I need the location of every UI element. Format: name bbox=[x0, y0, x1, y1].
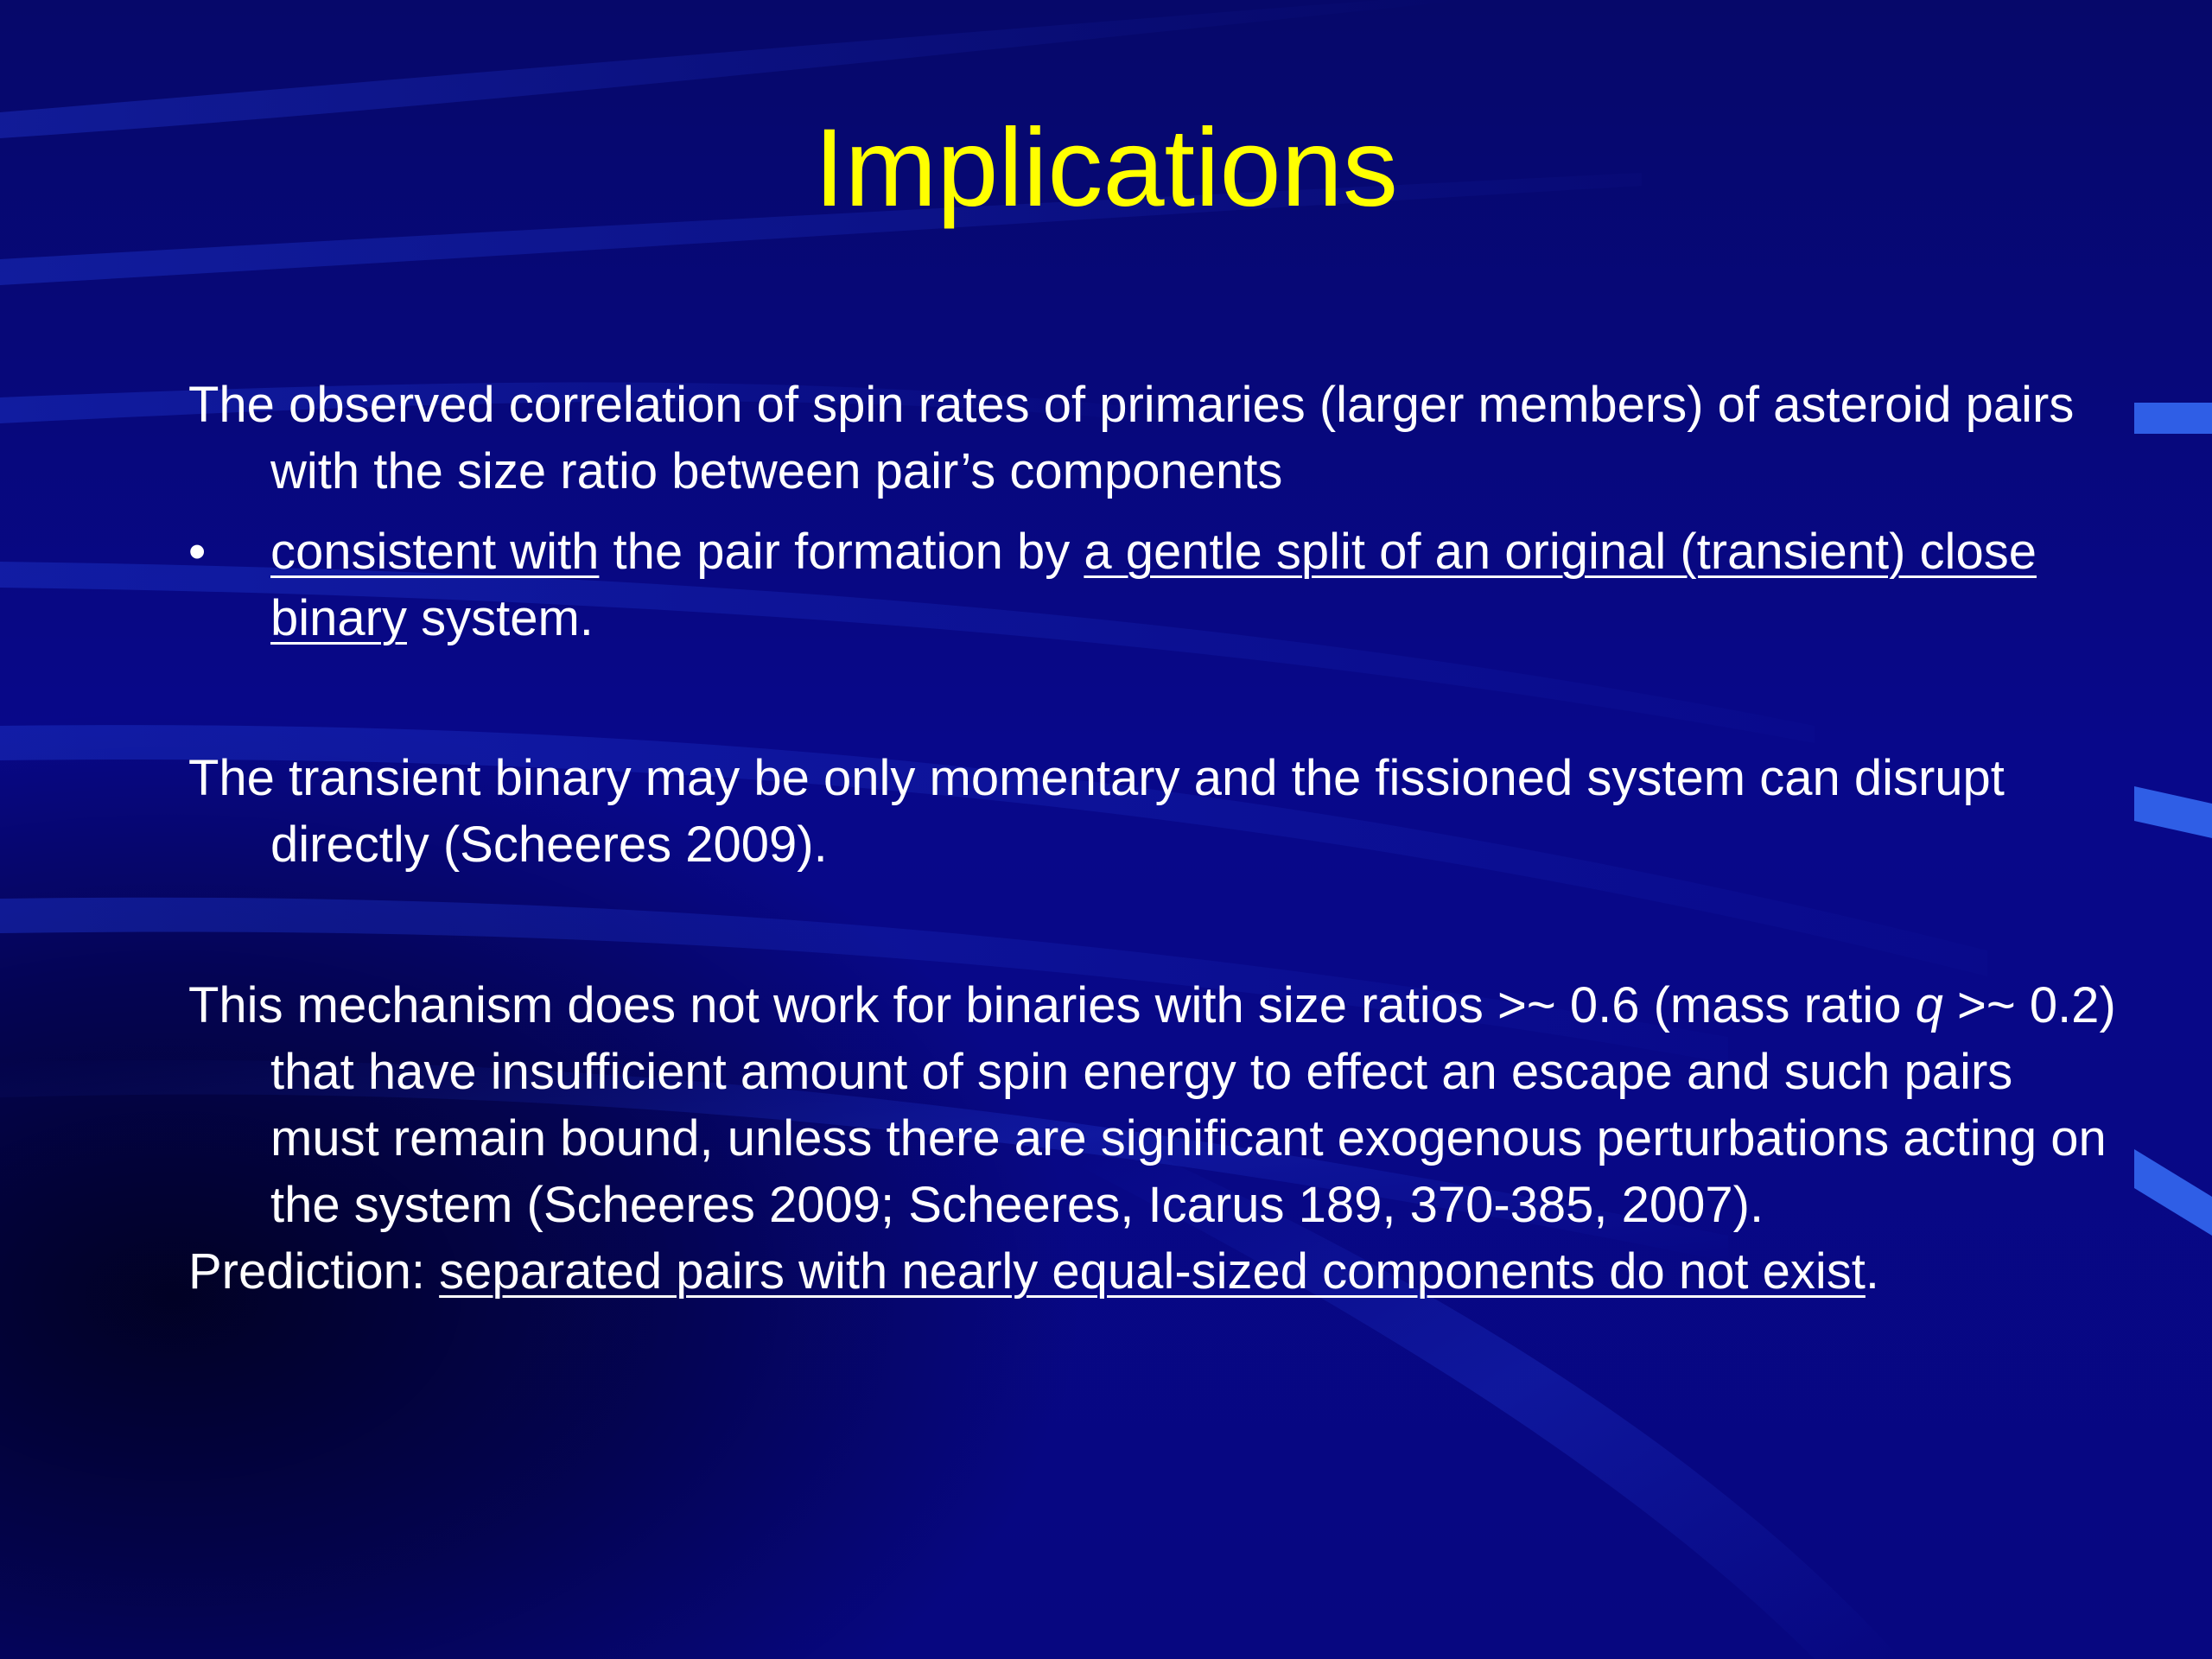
mass-ratio-symbol: q bbox=[1915, 977, 1943, 1033]
text-run: >~ 0.2) that have insufficient amount of spin energy to effect an escape and such pairs must remain bound, unless there are significant exogenous perturbations acting on the system (Scheeres 2009; Scheeres, Icarus 189, 370-385, 2007). bbox=[270, 977, 2116, 1233]
bullet-item bbox=[188, 518, 2133, 652]
text-run: . bbox=[1865, 1243, 1879, 1300]
bullet-marker: • bbox=[188, 524, 207, 580]
text-run: This mechanism does not work for binaries with size ratios >~ 0.6 (mass ratio bbox=[188, 977, 1916, 1033]
slide-body bbox=[188, 372, 2133, 1305]
accent-bar bbox=[2134, 1149, 2212, 1236]
underlined-phrase: consistent with bbox=[270, 524, 600, 580]
prediction-label: Prediction: bbox=[188, 1243, 440, 1300]
underlined-phrase: separated pairs with nearly equal-sized components do not exist bbox=[439, 1243, 1866, 1300]
slide-title: Implications bbox=[814, 106, 1398, 230]
underlined-phrase: a gentle split of an original (transient) close binary bbox=[270, 524, 2037, 646]
paragraph-transient-binary: The transient binary may be only momentary and the fissioned system can disrupt directly (Scheeres 2009). bbox=[188, 750, 2005, 873]
accent-bar bbox=[2134, 786, 2212, 838]
bullet-text bbox=[270, 518, 2133, 652]
spacer bbox=[188, 878, 2133, 972]
spacer bbox=[188, 652, 2133, 745]
paragraph-prediction bbox=[188, 1238, 2133, 1305]
accent-bar bbox=[2134, 403, 2212, 434]
text-run: the pair formation by bbox=[599, 524, 1084, 580]
paragraph-mechanism bbox=[188, 972, 2133, 1238]
text-run: system. bbox=[406, 590, 594, 646]
paragraph-correlation: The observed correlation of spin rates of primaries (larger members) of asteroid pairs with the size ratio between pair’s components bbox=[188, 377, 2075, 499]
